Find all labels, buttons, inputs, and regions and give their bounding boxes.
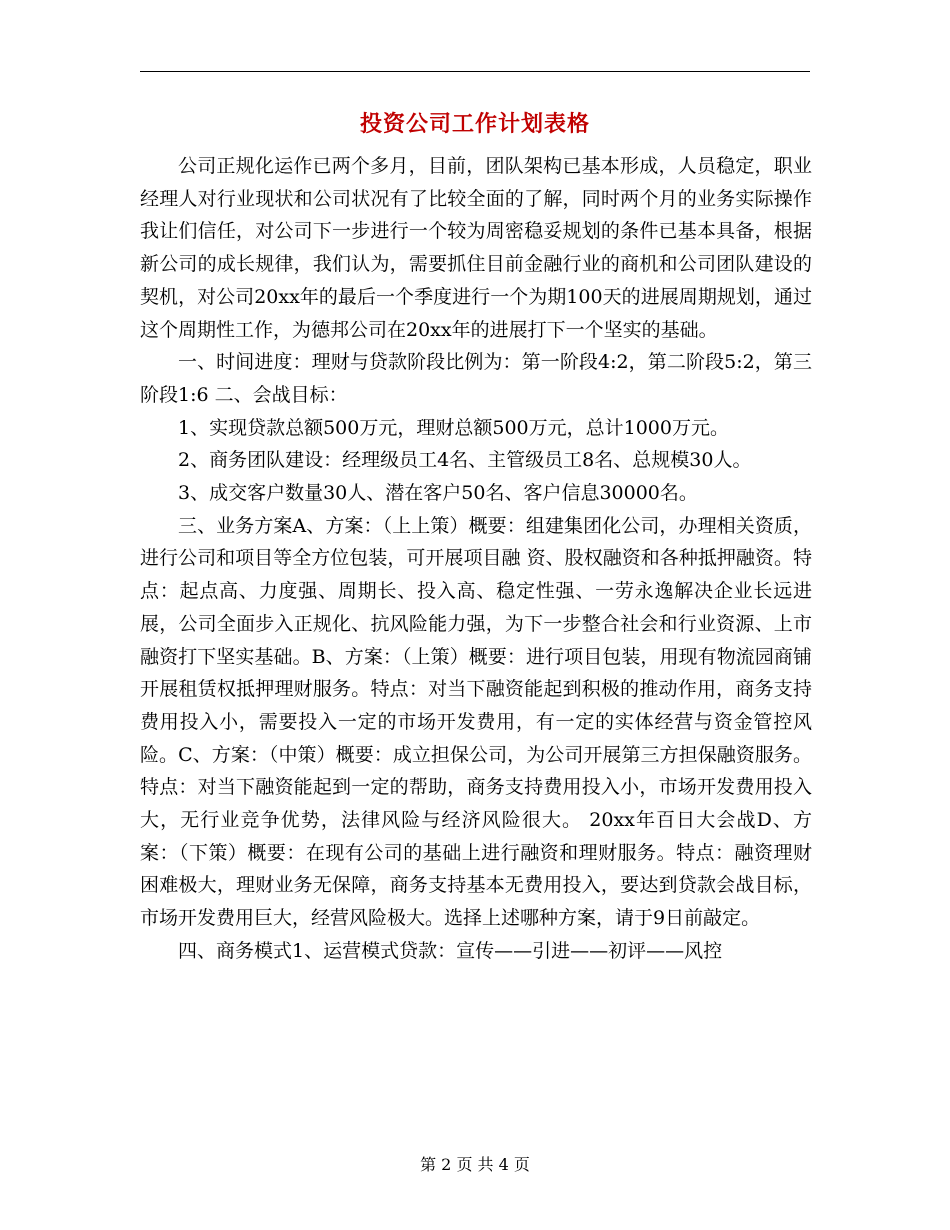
paragraph-time-schedule: 一、时间进度：理财与贷款阶段比例为：第一阶段4:2，第二阶段5:2，第三阶段1:6 二、会战目标： (140, 351, 812, 406)
paragraph-goal-3: 3、成交客户数量30人、潜在客户50名、客户信息30000名。 (178, 482, 698, 505)
paragraph-business-plans: 三、业务方案A、方案：（上上策）概要：组建集团化公司，办理相关资质，进行公司和项目等全方位包装，可开展项目融 资、股权融资和各种抵押融资。特点：起点高、力度强、周期长、投入高、稳定性强、一劳永逸解决企业长远进展，公司全面步入正规化、抗风险能力强，为下一步整合社会和行业资源、上市融资打下坚实基础。B、方案：（上策）概要：进行项目包装，用现有物流园商铺开展租赁权抵押理财服务。特点：对当下融资能起到积极的推动作用，商务支持费用投入小，需要投入一定的市场开发费用，有一定的实体经营与资金管控风险。C、方案：（中策）概要：成立担保公司，为公司开展第三方担保融资服务。特点：对当下融资能起到一定的帮助，商务支持费用投入小，市场开发费用投入大，无行业竞争优势，法律风险与经济风险很大。 20xx年百日大会战D、方案：（下策）概要：在现有公司的基础上进行融资和理财服务。特点：融资理财困难极大，理财业务无保障，商务支持基本无费用投入，要达到贷款会战目标，市场开发费用巨大，经营风险极大。选择上述哪种方案，请于9日前敲定。 (140, 514, 812, 930)
document-body (140, 150, 812, 968)
paragraph-goal-2: 2、商务团队建设：经理级员工4名、主管级员工8名、总规模30人。 (178, 449, 752, 472)
paragraph-goal-1: 1、实现贷款总额500万元，理财总额500万元，总计1000万元。 (178, 416, 729, 439)
header-rule (140, 71, 810, 72)
document-title: 投资公司工作计划表格 (359, 111, 590, 137)
paragraph-intro: 公司正规化运作已两个多月，目前，团队架构已基本形成，人员稳定，职业经理人对行业现状和公司状况有了比较全面的了解，同时两个月的业务实际操作我让们信任，对公司下一步进行一个较为周密稳妥规划的条件已基本具备，根据新公司的成长规律，我们认为，需要抓住目前金融行业的商机和公司团队建设的契机，对公司20xx年的最后一个季度进行一个为期100天的进展周期规划，通过这个周期性工作，为德邦公司在20xx年的进展打下一个坚实的基础。 (140, 155, 812, 341)
paragraph-business-model: 四、商务模式1、运营模式贷款：宣传——引进——初评——风控 (178, 939, 723, 962)
page-footer: 第 2 页 共 4 页 (420, 1155, 530, 1174)
